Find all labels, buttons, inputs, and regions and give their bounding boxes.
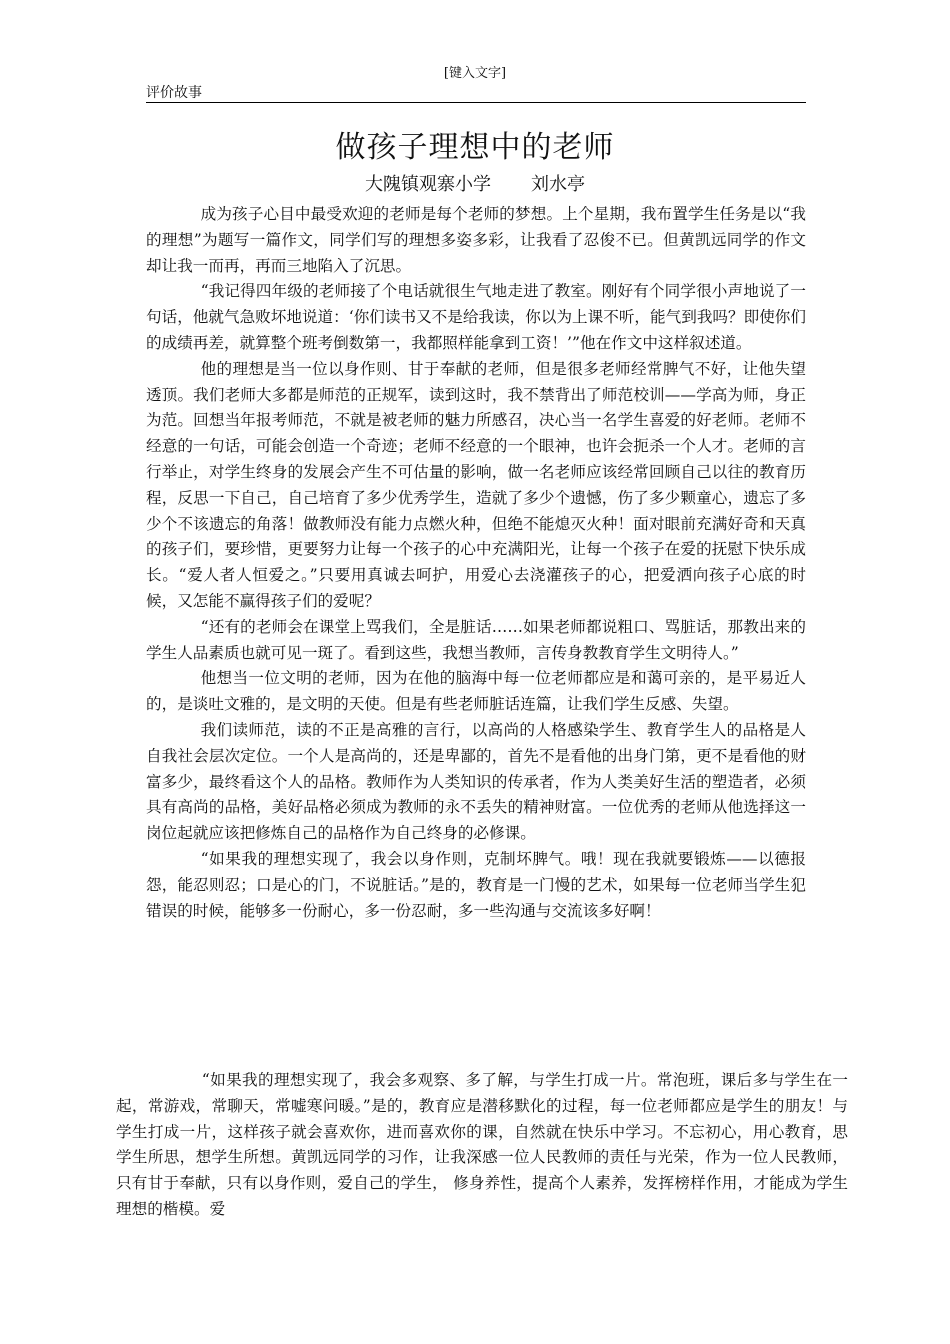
school-name: 大隗镇观寨小学 — [365, 174, 491, 195]
paragraph-7: “如果我的理想实现了，我会以身作则，克制坏脾气。哦！现在我就要锻炼——以德报怨，能忍则忍；口是心的门，不说脏话。”是的，教育是一门慢的艺术，如果每一位老师当学生犯错误的时候，能够多一份耐心，多一份忍耐，多一些沟通与交流该多好啊！ — [146, 849, 806, 920]
paragraph-6: 我们读师范，读的不正是高雅的言行，以高尚的人格感染学生、教育学生人的品格是人自我社会层次定位。一个人是高尚的，还是卑鄙的，首先不是看他的出身门第，更不是看他的财富多少，最终看这个人的品格。教师作为人类知识的传承者，作为人类美好生活的塑造者，必须具有高尚的品格，美好品格必须成为教师的永不丢失的精神财富。一位优秀的老师从他选择这一岗位起就应该把修炼自己的品格作为自己终身的必修课。 — [146, 720, 806, 843]
paragraph-4: “还有的老师会在课堂上骂我们，全是脏话……如果老师都说粗口、骂脏话，那教出来的学生人品素质也就可见一斑了。看到这些，我想当教师，言传身教教育学生文明待人。” — [146, 617, 806, 662]
paragraph-3: 他的理想是当一位以身作则、甘于奉献的老师，但是很多老师经常脾气不好，让他失望透顶。我们老师大多都是师范的正规军，读到这时，我不禁背出了师范校训——学高为师，身正为范。回想当年报考师范，不就是被老师的魅力所感召，决心当一名学生喜爱的好老师。老师不经意的一句话，可能会创造一个奇迹；老师不经意的一个眼神，也许会扼杀一个人才。老师的言行举止，对学生终身的发展会产生不可估量的影响，做一名老师应该经常回顾自己以往的教育历程，反思一下自己，自己培育了多少优秀学生，造就了多少个遗憾，伤了多少颗童心，遗忘了多少个不该遗忘的角落！做教师没有能力点燃火种，但绝不能熄灭火种！面对眼前充满好奇和天真的孩子们，要珍惜，更要努力让每一个孩子的心中充满阳光，让每一个孩子在爱的抚慰下快乐成长。“爱人者人恒爱之。”只要用真诚去呵护，用爱心去浇灌孩子的心，把爱洒向孩子心底的时候，又怎能不赢得孩子们的爱呢？ — [146, 359, 806, 610]
article-body — [146, 202, 806, 924]
byline — [0, 172, 950, 198]
paragraph-2: “我记得四年级的老师接了个电话就很生气地走进了教室。刚好有个同学很小声地说了一句话，他就气急败坏地说道：‘你们读书又不是给我读，你以为上课不听，能气到我吗？即使你们的成绩再差，就算整个班考倒数第一，我都照样能拿到工资！’”他在作文中这样叙述道。 — [146, 282, 806, 352]
paragraph-8: “如果我的理想实现了，我会多观察、多了解，与学生打成一片。常泡班，课后多与学生在一起，常游戏，常聊天，常嘘寒问暖。”是的，教育应是潜移默化的过程，每一位老师都应是学生的朋友！与学生打成一片，这样孩子就会喜欢你，进而喜欢你的课，自然就在快乐中学习。不忘初心，用心教育，思学生所思，想学生所想。黄凯远同学的习作，让我深感一位人民教师的责任与光荣，作为一位人民教师，只有甘于奉献，只有以身作则，爱自己的学生， 修身养性，提高个人素养，发挥榜样作用，才能成为学生理想的楷模。爱 — [116, 1071, 848, 1218]
paragraph-5: 他想当一位文明的老师，因为在他的脑海中每一位老师都应是和蔼可亲的，是平易近人的，是谈吐文雅的，是文明的天使。但是有些老师脏话连篇，让我们学生反感、失望。 — [146, 669, 806, 714]
header-category: 评价故事 — [146, 85, 202, 101]
article-title: 做孩子理想中的老师 — [335, 130, 615, 165]
author-name: 刘水亭 — [531, 174, 585, 195]
paragraph-1: 成为孩子心目中最受欢迎的老师是每个老师的梦想。上个星期，我布置学生任务是以“我的理想”为题写一篇作文，同学们写的理想多姿多彩，让我看了忍俊不已。但黄凯远同学的作文却让我一而再，再而三地陷入了沉思。 — [146, 205, 806, 275]
header-divider — [146, 102, 806, 103]
header-placeholder: [键入文字] — [443, 66, 507, 81]
